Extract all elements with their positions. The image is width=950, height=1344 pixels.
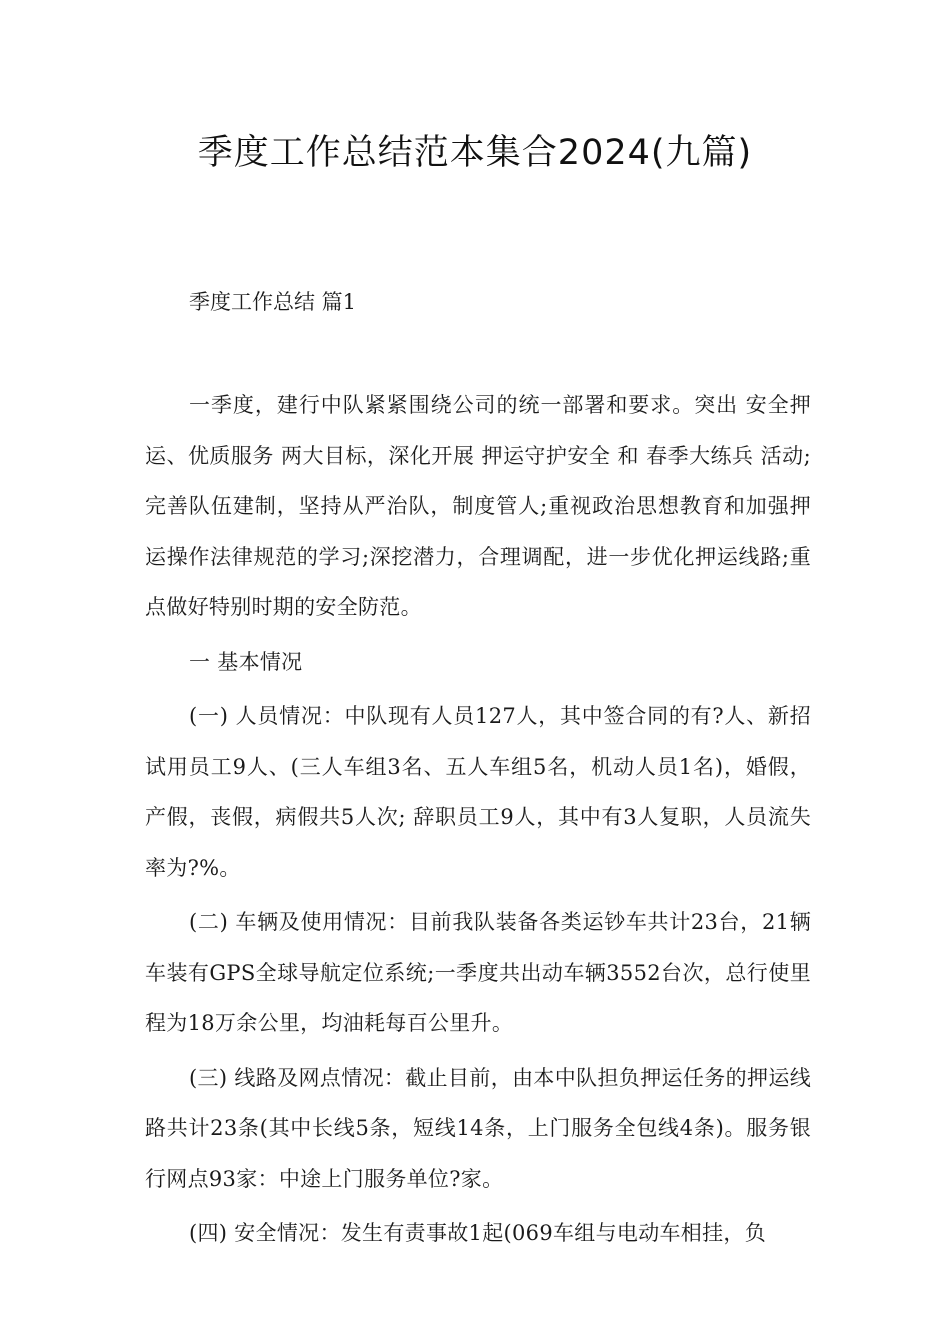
- document-body: [145, 380, 811, 1263]
- paragraph-personnel: (一) 人员情况：中队现有人员127人，其中签合同的有?人、新招试用员工9人、(三人车组3名、五人车组5名，机动人员1名)，婚假，产假，丧假，病假共5人次; 辞职员工9人，其中有3人复职，人员流失率为?%。: [145, 704, 811, 880]
- section-heading: 季度工作总结 篇1: [189, 290, 357, 314]
- document-title: 季度工作总结范本集合2024(九篇): [197, 133, 753, 173]
- paragraph-vehicles: (二) 车辆及使用情况：目前我队装备各类运钞车共计23台，21辆车装有GPS全球导航定位系统;一季度共出动车辆3552台次，总行使里程为18万余公里，均油耗每百公里升。: [145, 910, 811, 1035]
- paragraph-basic-heading: 一 基本情况: [189, 649, 303, 674]
- paragraph-safety: (四) 安全情况：发生有责事故1起(069车组与电动车相挂，负: [189, 1221, 766, 1245]
- paragraph-intro: 一季度，建行中队紧紧围绕公司的统一部署和要求。突出 安全押运、优质服务 两大目标，深化开展 押运守护安全 和 春季大练兵 活动;完善队伍建制，坚持从严治队，制度管人;重视政治思想教育和加强押运操作法律规范的学习;深挖潜力，合理调配，进一步优化押运线路;重点做好特别时期的安全防范。: [145, 393, 811, 619]
- paragraph-routes: (三) 线路及网点情况：截止目前，由本中队担负押运任务的押运线路共计23条(其中长线5条，短线14条，上门服务全包线4条)。服务银行网点93家：中途上门服务单位?家。: [145, 1065, 811, 1191]
